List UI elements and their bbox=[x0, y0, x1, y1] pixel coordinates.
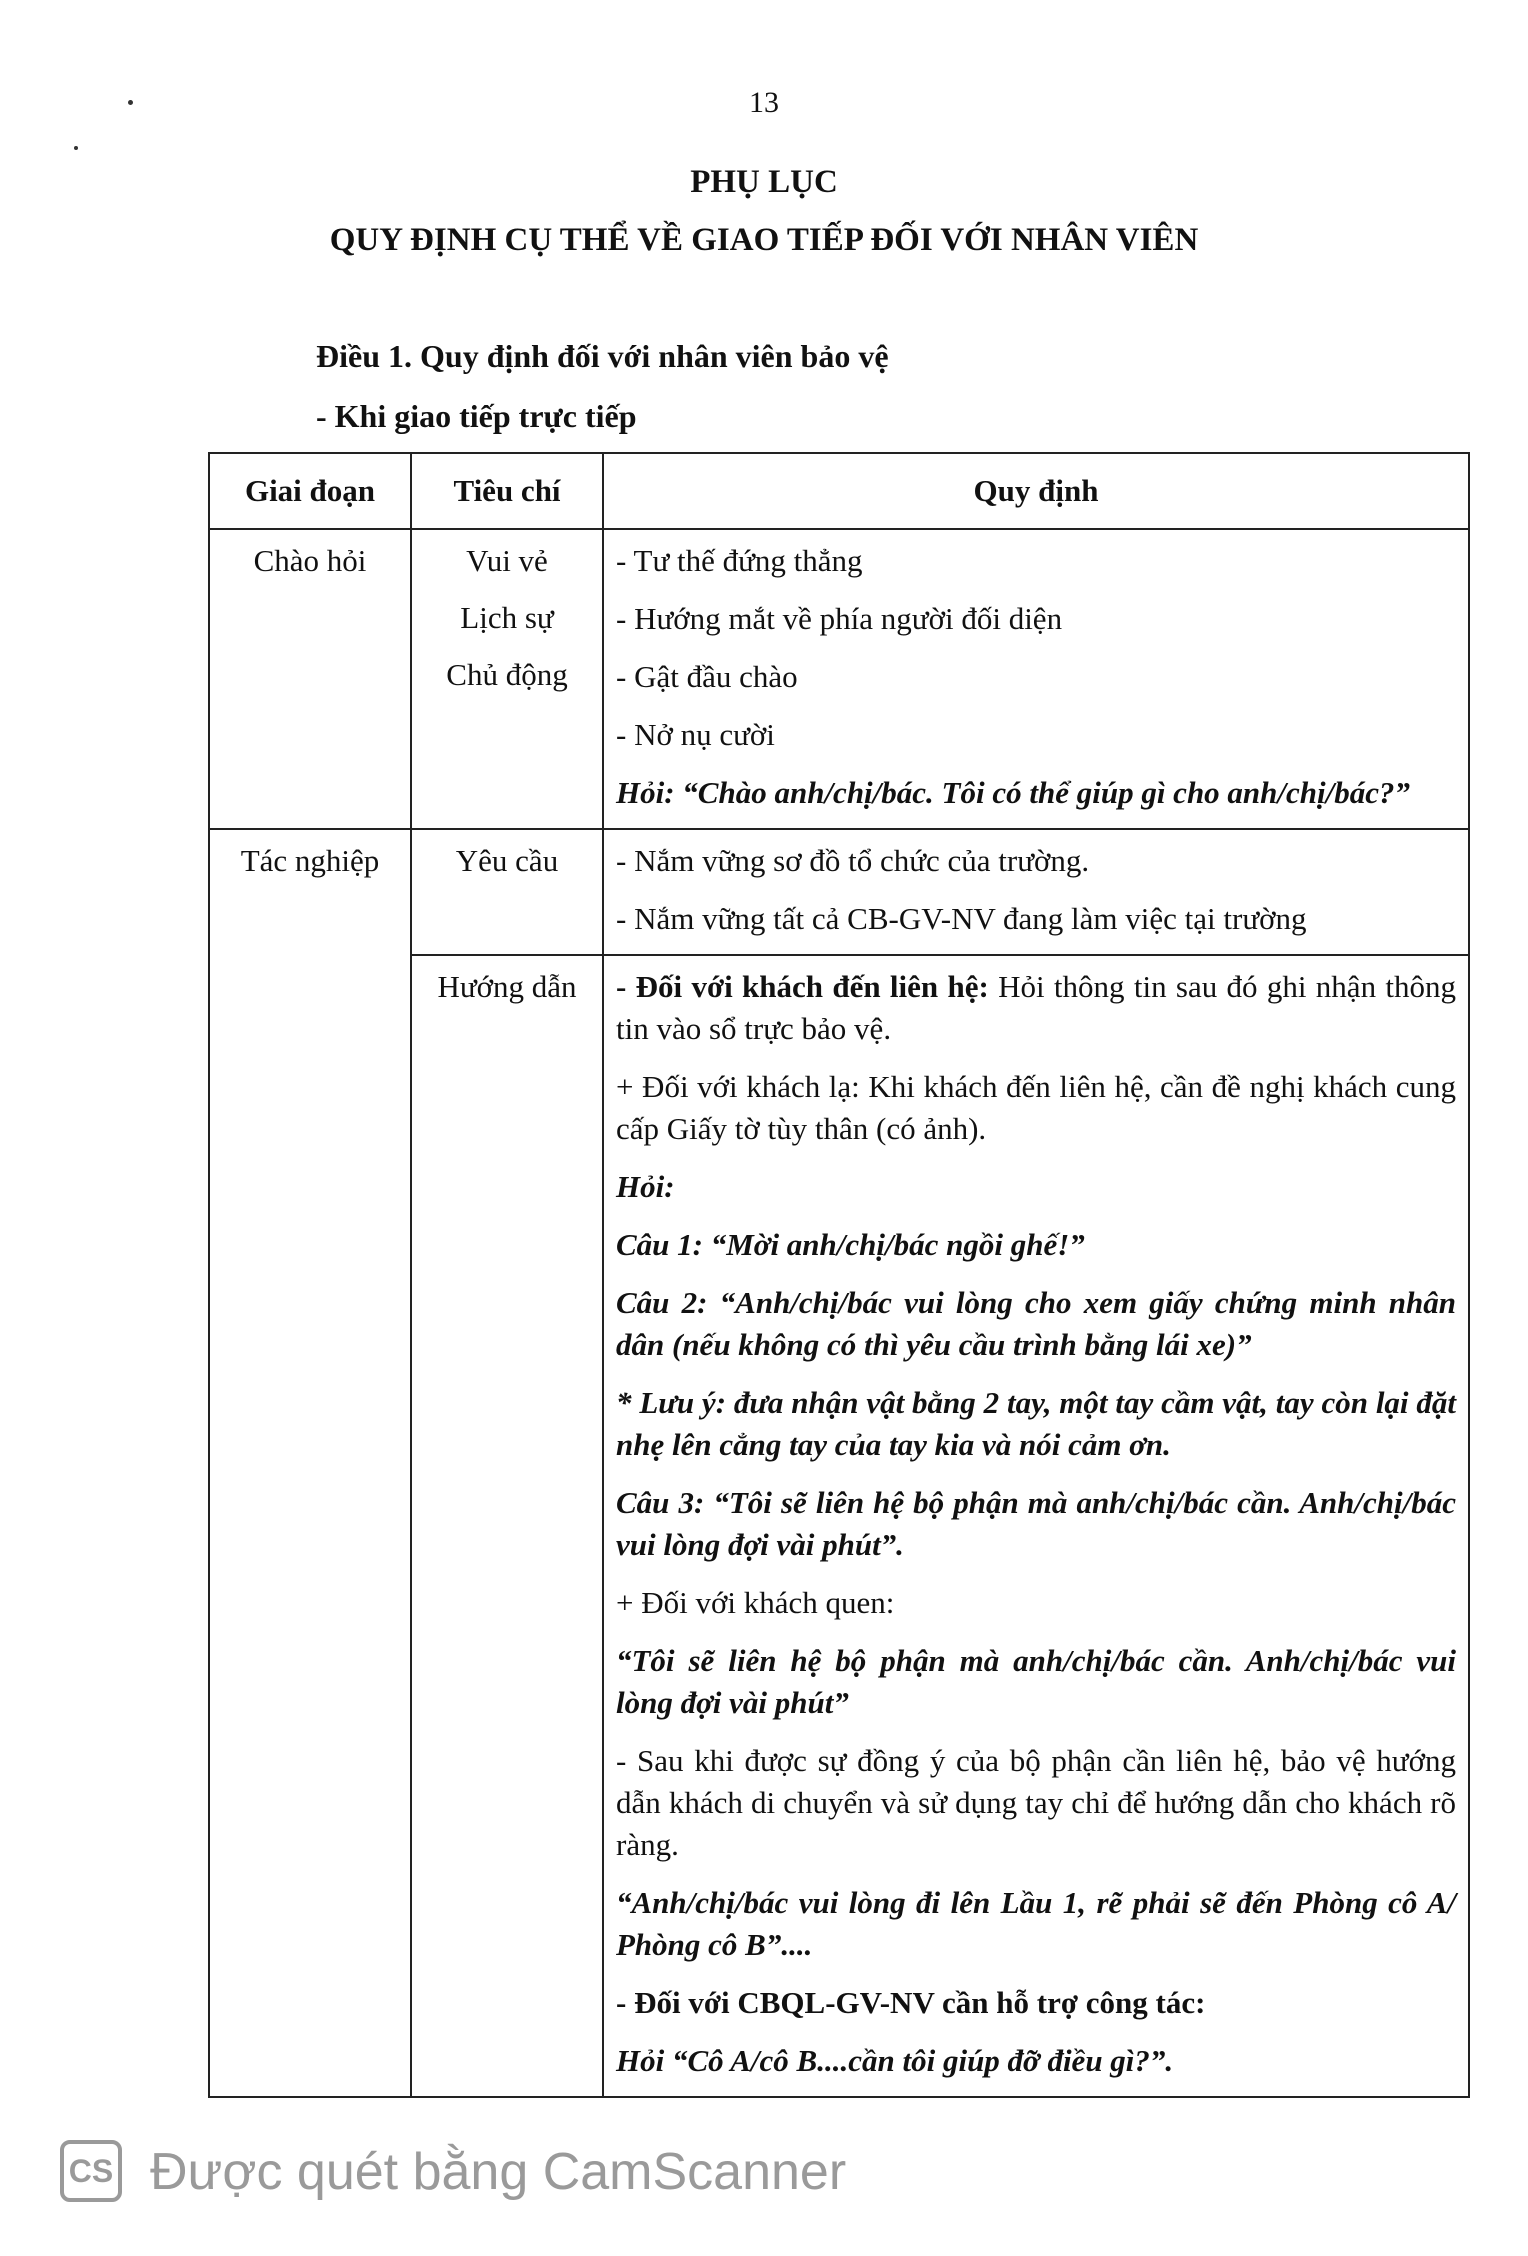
criteria-cell: Hướng dẫn bbox=[411, 955, 603, 2097]
table-row bbox=[209, 529, 1469, 829]
rule-cell bbox=[603, 955, 1469, 2097]
column-header: Quy định bbox=[603, 453, 1469, 529]
rule-line: + Đối với khách lạ: Khi khách đến liên hệ, cần đề nghị khách cung cấp Giấy tờ tùy thân (có ảnh). bbox=[616, 1069, 1456, 1146]
page-number: 13 bbox=[749, 86, 779, 119]
appendix-subtitle: QUY ĐỊNH CỤ THỂ VỀ GIAO TIẾP ĐỐI VỚI NHÂN VIÊN bbox=[329, 222, 1199, 258]
section-heading: - Khi giao tiếp trực tiếp bbox=[316, 398, 637, 434]
criteria-item: Lịch sự bbox=[460, 600, 554, 635]
question-line: “Anh/chị/bác vui lòng đi lên Lầu 1, rẽ phải sẽ đến Phòng cô A/ Phòng cô B”.... bbox=[616, 1885, 1456, 1962]
rule-line: - Nở nụ cười bbox=[616, 717, 775, 752]
question-line: Câu 1: “Mời anh/chị/bác ngồi ghế!” bbox=[616, 1227, 1085, 1262]
criteria-cell: Yêu cầu bbox=[411, 829, 603, 955]
note-line: * Lưu ý: đưa nhận vật bằng 2 tay, một tay cầm vật, tay còn lại đặt nhẹ lên cẳng tay của tay kia và nói cảm ơn. bbox=[616, 1385, 1456, 1462]
criteria-item: Chủ động bbox=[446, 657, 568, 692]
question-line: “Tôi sẽ liên hệ bộ phận mà anh/chị/bác cần. Anh/chị/bác vui lòng đợi vài phút” bbox=[616, 1643, 1456, 1720]
rule-cell bbox=[603, 529, 1469, 829]
rule-line: - Đối với CBQL-GV-NV cần hỗ trợ công tác: bbox=[616, 1985, 1206, 2020]
column-header: Tiêu chí bbox=[411, 453, 603, 529]
criteria-item: Vui vẻ bbox=[466, 543, 548, 578]
table-row bbox=[209, 829, 1469, 955]
stage-cell: Tác nghiệp bbox=[209, 829, 411, 2097]
camscanner-watermark: Được quét bằng CamScanner bbox=[150, 2143, 847, 2201]
rule-line: - Nắm vững tất cả CB-GV-NV đang làm việc tại trường bbox=[616, 901, 1307, 936]
rule-line bbox=[616, 966, 1456, 1050]
rule-cell bbox=[603, 829, 1469, 955]
rule-lead: - Đối với khách đến liên hệ: bbox=[616, 969, 989, 1004]
criteria-cell bbox=[411, 529, 603, 829]
column-header: Giai đoạn bbox=[209, 453, 411, 529]
camscanner-logo-icon: CS bbox=[60, 2140, 122, 2202]
stage-cell: Chào hỏi bbox=[209, 529, 411, 829]
scan-speck bbox=[74, 146, 78, 150]
article-heading: Điều 1. Quy định đối với nhân viên bảo vệ bbox=[316, 338, 889, 374]
greeting-question: Hỏi: “Chào anh/chị/bác. Tôi có thể giúp gì cho anh/chị/bác?” bbox=[616, 775, 1411, 810]
rule-line: + Đối với khách quen: bbox=[616, 1585, 895, 1620]
rule-line: - Hướng mắt về phía người đối diện bbox=[616, 601, 1063, 636]
question-label: Hỏi: bbox=[616, 1169, 675, 1204]
rule-line: - Sau khi được sự đồng ý của bộ phận cần liên hệ, bảo vệ hướng dẫn khách di chuyển và sử dụng tay chỉ để hướng dẫn cho khách rõ ràng. bbox=[616, 1743, 1456, 1862]
question-line: Hỏi “Cô A/cô B....cần tôi giúp đỡ điều gì?”. bbox=[616, 2043, 1174, 2078]
rules-table bbox=[208, 452, 1470, 2098]
table-header-row bbox=[209, 453, 1469, 529]
rule-line: - Tư thế đứng thẳng bbox=[616, 543, 863, 578]
rule-line: - Nắm vững sơ đồ tổ chức của trường. bbox=[616, 843, 1090, 878]
appendix-title: PHỤ LỤC bbox=[690, 164, 838, 200]
rule-text: Hỏi thông tin sau đó ghi nhận thông tin vào sổ trực bảo vệ. bbox=[616, 969, 1456, 1046]
question-line: Câu 3: “Tôi sẽ liên hệ bộ phận mà anh/chị/bác cần. Anh/chị/bác vui lòng đợi vài phút”. bbox=[616, 1485, 1456, 1562]
rule-line: - Gật đầu chào bbox=[616, 659, 798, 694]
question-line: Câu 2: “Anh/chị/bác vui lòng cho xem giấy chứng minh nhân dân (nếu không có thì yêu cầu trình bằng lái xe)” bbox=[616, 1285, 1456, 1362]
